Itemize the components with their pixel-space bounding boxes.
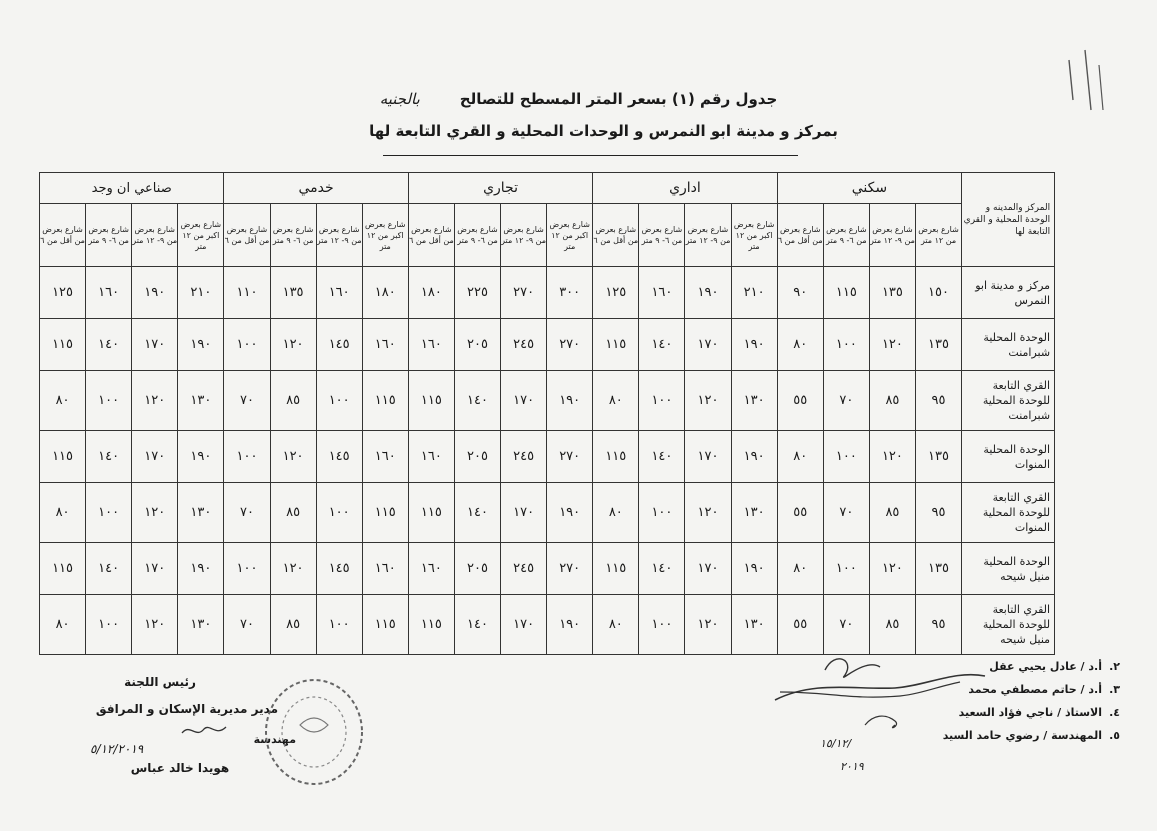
price-cell: ١٢٥ xyxy=(40,267,86,319)
group-header: تجاري xyxy=(408,173,592,204)
price-cell: ٨٠ xyxy=(777,319,823,371)
members-sig-date-b: ٢٠١٩ xyxy=(840,760,864,773)
price-cell: ١٠٠ xyxy=(224,543,270,595)
price-cell: ١٥٠ xyxy=(915,267,961,319)
price-cell: ١٢٠ xyxy=(270,319,316,371)
member-name: أ.د / حاتم مصطفي محمد xyxy=(968,683,1102,696)
price-cell: ١١٥ xyxy=(362,483,408,543)
sub-header: شارع بعرض من ٩- ١٢ متر xyxy=(316,204,362,267)
price-cell: ١٧٠ xyxy=(132,543,178,595)
place-cell: الوحدة المحلية المنوات xyxy=(962,431,1055,483)
price-cell: ٨٠ xyxy=(593,371,639,431)
price-cell: ١٨٠ xyxy=(362,267,408,319)
price-cell: ٨٥ xyxy=(869,595,915,655)
price-cell: ١٢٠ xyxy=(270,431,316,483)
price-cell: ١٠٠ xyxy=(639,371,685,431)
document-title xyxy=(0,90,1157,108)
price-cell: ٣٠٠ xyxy=(547,267,593,319)
price-cell: ١٦٠ xyxy=(86,267,132,319)
price-cell: ١١٥ xyxy=(40,543,86,595)
place-cell: الوحدة المحلية شبرامنت xyxy=(962,319,1055,371)
price-cell: ١٦٠ xyxy=(408,319,454,371)
price-cell: ٨٥ xyxy=(869,483,915,543)
price-cell: ١٢٠ xyxy=(685,371,731,431)
price-cell: ١٣٠ xyxy=(178,371,224,431)
title-underline xyxy=(383,155,798,156)
engineer-name: هويدا خالد عباس xyxy=(130,761,230,775)
price-cell: ١٢٠ xyxy=(270,543,316,595)
price-cell: ١٩٠ xyxy=(547,595,593,655)
price-cell: ١٧٠ xyxy=(685,543,731,595)
sub-header: شارع بعرض اكبر من ١٢ متر xyxy=(731,204,777,267)
place-cell: القري التابعة للوحدة المحلية المنوات xyxy=(962,483,1055,543)
price-cell: ١٦٠ xyxy=(362,431,408,483)
table-row xyxy=(40,319,1055,371)
price-cell: ٧٠ xyxy=(224,595,270,655)
price-cell: ٨٠ xyxy=(593,483,639,543)
member-number: ٣. xyxy=(1109,683,1120,696)
price-cell: ٢١٠ xyxy=(731,267,777,319)
price-cell: ١٢٠ xyxy=(132,595,178,655)
price-cell: ١٩٠ xyxy=(547,371,593,431)
price-cell: ١٤٠ xyxy=(86,431,132,483)
table-row xyxy=(40,543,1055,595)
price-cell: ١٧٠ xyxy=(132,319,178,371)
price-cell: ١٤٠ xyxy=(86,319,132,371)
price-cell: ١٦٠ xyxy=(639,267,685,319)
member-number: ٢. xyxy=(1109,660,1120,673)
price-cell: ١١٥ xyxy=(593,543,639,595)
price-cell: ١٠٠ xyxy=(823,319,869,371)
price-cell: ٨٠ xyxy=(777,431,823,483)
price-cell: ٨٠ xyxy=(40,371,86,431)
group-header: خدمي xyxy=(224,173,408,204)
price-cell: ١٣٥ xyxy=(869,267,915,319)
sub-header-row xyxy=(40,204,1055,267)
price-cell: ١٢٠ xyxy=(869,543,915,595)
price-cell: ١٤٠ xyxy=(454,483,500,543)
price-cell: ١٩٠ xyxy=(132,267,178,319)
price-cell: ١٦٠ xyxy=(362,543,408,595)
price-cell: ٨٠ xyxy=(40,595,86,655)
price-cell: ١٩٠ xyxy=(178,431,224,483)
price-cell: ١٧٠ xyxy=(501,483,547,543)
price-cell: ١١٥ xyxy=(593,431,639,483)
price-cell: ١٠٠ xyxy=(86,371,132,431)
sub-header: شارع بعرض من أقل من ٦ xyxy=(777,204,823,267)
price-cell: ١٠٠ xyxy=(639,483,685,543)
price-cell: ١٨٠ xyxy=(408,267,454,319)
price-cell: ٨٥ xyxy=(270,483,316,543)
price-cell: ١٩٠ xyxy=(178,543,224,595)
price-cell: ١٢٠ xyxy=(132,483,178,543)
sub-header: شارع بعرض من ٦- ٩ متر xyxy=(270,204,316,267)
table-row xyxy=(40,431,1055,483)
sub-header: شارع بعرض اكبر من ١٢ متر xyxy=(547,204,593,267)
price-cell: ٢٠٥ xyxy=(454,431,500,483)
price-cell: ١٩٠ xyxy=(731,543,777,595)
price-cell: ٢٧٠ xyxy=(547,319,593,371)
price-cell: ١٣٥ xyxy=(270,267,316,319)
sub-header: شارع بعرض من ٩- ١٢ متر xyxy=(869,204,915,267)
sub-header: شارع بعرض اكبر من ١٢ متر xyxy=(178,204,224,267)
member-name: أ.د / عادل يحيي عقل xyxy=(989,660,1102,673)
price-cell: ١٣٠ xyxy=(731,483,777,543)
price-cell: ١٠٠ xyxy=(86,595,132,655)
group-header: سكني xyxy=(777,173,961,204)
price-cell: ١٣٠ xyxy=(178,483,224,543)
price-cell: ٢٧٠ xyxy=(547,431,593,483)
price-cell: ٢٤٥ xyxy=(501,319,547,371)
price-cell: ١١٥ xyxy=(408,371,454,431)
price-cell: ٧٠ xyxy=(823,371,869,431)
price-cell: ١٩٠ xyxy=(178,319,224,371)
price-cell: ٢٤٥ xyxy=(501,431,547,483)
price-cell: ٩٥ xyxy=(915,595,961,655)
group-header-row xyxy=(40,173,1055,204)
price-cell: ١٣٠ xyxy=(731,595,777,655)
document-subtitle xyxy=(0,122,1157,140)
member-name: الاستاذ / ناجي فؤاد السعيد xyxy=(958,706,1102,719)
price-cell: ٨٠ xyxy=(777,543,823,595)
price-cell: ١٠٠ xyxy=(316,595,362,655)
engineer-title: مهندسة xyxy=(253,733,296,746)
price-cell: ١٧٠ xyxy=(685,319,731,371)
table-row xyxy=(40,371,1055,431)
chair-title: رئيس اللجنة xyxy=(124,675,196,689)
price-cell: ١٤٠ xyxy=(454,595,500,655)
member-name: المهندسة / رضوي حامد السيد xyxy=(942,729,1102,742)
price-cell: ٨٠ xyxy=(593,595,639,655)
price-cell: ١١٥ xyxy=(823,267,869,319)
price-cell: ١٠٠ xyxy=(639,595,685,655)
title-handwritten: بالجنيه xyxy=(379,90,420,108)
place-cell: الوحدة المحلية منيل شيحه xyxy=(962,543,1055,595)
price-cell: ١٠٠ xyxy=(224,431,270,483)
price-cell: ١٤٥ xyxy=(316,431,362,483)
price-cell: ١٣٥ xyxy=(915,431,961,483)
sub-header: شارع بعرض من ٦- ٩ متر xyxy=(639,204,685,267)
price-cell: ١٤٠ xyxy=(639,319,685,371)
price-cell: ١٧٠ xyxy=(501,371,547,431)
price-cell: ٢٤٥ xyxy=(501,543,547,595)
price-cell: ١٠٠ xyxy=(86,483,132,543)
members-sig-date-a: ١٥/١٢/ xyxy=(820,737,852,750)
price-cell: ١١٥ xyxy=(40,431,86,483)
price-cell: ٢٧٠ xyxy=(547,543,593,595)
price-cell: ١١٥ xyxy=(40,319,86,371)
corner-marks xyxy=(1055,40,1115,130)
price-cell: ٢٠٥ xyxy=(454,319,500,371)
sub-header: شارع بعرض من ٩- ١٢ متر xyxy=(132,204,178,267)
price-cell: ١٦٠ xyxy=(316,267,362,319)
price-cell: ٩٥ xyxy=(915,483,961,543)
table-row xyxy=(40,267,1055,319)
sub-header: شارع بعرض من ٦- ٩ متر xyxy=(86,204,132,267)
price-cell: ١٠٠ xyxy=(823,543,869,595)
price-cell: ١٧٠ xyxy=(685,431,731,483)
price-cell: ١٤٥ xyxy=(316,543,362,595)
price-cell: ١٣٠ xyxy=(731,371,777,431)
price-cell: ١١٥ xyxy=(593,319,639,371)
sub-header: شارع بعرض من ٦- ٩ متر xyxy=(823,204,869,267)
price-cell: ١٤٠ xyxy=(454,371,500,431)
sub-header: شارع بعرض من أقل من ٦ xyxy=(593,204,639,267)
price-cell: ٥٥ xyxy=(777,595,823,655)
price-cell: ٢٧٠ xyxy=(501,267,547,319)
price-cell: ٢٢٥ xyxy=(454,267,500,319)
price-cell: ١٩٠ xyxy=(731,319,777,371)
sub-header: شارع بعرض من أقل من ٦ xyxy=(224,204,270,267)
member-number: ٥. xyxy=(1109,729,1120,742)
signature-date: ٥/١٢/٢٠١٩ xyxy=(90,742,144,756)
price-cell: ٢٠٥ xyxy=(454,543,500,595)
price-cell: ٧٠ xyxy=(823,595,869,655)
price-cell: ٨٥ xyxy=(869,371,915,431)
price-cell: ٨٥ xyxy=(270,371,316,431)
price-cell: ٨٠ xyxy=(40,483,86,543)
price-cell: ١٢٠ xyxy=(685,483,731,543)
price-cell: ١٣٠ xyxy=(178,595,224,655)
price-cell: ١٢٠ xyxy=(685,595,731,655)
price-cell: ١٧٠ xyxy=(501,595,547,655)
price-cell: ٩٠ xyxy=(777,267,823,319)
sub-header: شارع بعرض اكبر من ١٢ متر xyxy=(362,204,408,267)
sub-header: شارع بعرض من أقل من ٦ xyxy=(40,204,86,267)
price-cell: ١٠٠ xyxy=(224,319,270,371)
price-table xyxy=(39,172,1055,655)
price-cell: ١٠٠ xyxy=(316,371,362,431)
sub-header: شارع بعرض من ١٢ متر xyxy=(915,204,961,267)
price-cell: ١٤٠ xyxy=(639,543,685,595)
official-stamp xyxy=(262,675,367,790)
members-signatures xyxy=(770,640,1000,730)
price-cell: ١٣٥ xyxy=(915,543,961,595)
price-cell: ١٦٠ xyxy=(362,319,408,371)
price-cell: ٨٥ xyxy=(270,595,316,655)
price-cell: ١١٥ xyxy=(408,483,454,543)
price-cell: ١٢٠ xyxy=(132,371,178,431)
price-cell: ٩٥ xyxy=(915,371,961,431)
subtitle-text: بمركز و مدينة ابو النمرس و الوحدات المحلية و القري التابعة لها xyxy=(369,122,838,140)
price-cell: ١٩٠ xyxy=(685,267,731,319)
price-cell: ١٠٠ xyxy=(823,431,869,483)
place-cell: القري التابعة للوحدة المحلية شبرامنت xyxy=(962,371,1055,431)
price-cell: ١٤٠ xyxy=(86,543,132,595)
price-cell: ١٧٠ xyxy=(132,431,178,483)
group-header: اداري xyxy=(593,173,777,204)
chair-signature xyxy=(180,718,230,743)
price-cell: ١٩٠ xyxy=(731,431,777,483)
member-number: ٤. xyxy=(1109,706,1120,719)
place-cell: مركز و مدينة ابو النمرس xyxy=(962,267,1055,319)
price-cell: ١١٥ xyxy=(408,595,454,655)
table-row xyxy=(40,483,1055,543)
sub-header: شارع بعرض من ٩- ١٢ متر xyxy=(685,204,731,267)
price-cell: ١٦٠ xyxy=(408,543,454,595)
price-cell: ١٢٥ xyxy=(593,267,639,319)
corner-header: المركز والمدينه و الوحدة المحلية و القري التابعة لها xyxy=(962,173,1055,267)
price-cell: ١٢٠ xyxy=(869,431,915,483)
director-title: مدير مديرية الإسكان و المرافق xyxy=(95,702,278,716)
price-cell: ١٤٠ xyxy=(639,431,685,483)
price-cell: ١١٠ xyxy=(224,267,270,319)
price-cell: ١٩٠ xyxy=(547,483,593,543)
price-cell: ١٤٥ xyxy=(316,319,362,371)
group-header: صناعي ان وجد xyxy=(40,173,224,204)
title-text: جدول رقم (١) بسعر المتر المسطح للتصالح xyxy=(459,90,778,108)
price-cell: ٧٠ xyxy=(823,483,869,543)
sub-header: شارع بعرض من ٩- ١٢ متر xyxy=(501,204,547,267)
price-cell: ١١٥ xyxy=(362,595,408,655)
price-cell: ١١٥ xyxy=(362,371,408,431)
price-cell: ١٢٠ xyxy=(869,319,915,371)
price-cell: ٥٥ xyxy=(777,483,823,543)
price-cell: ١٠٠ xyxy=(316,483,362,543)
price-cell: ٧٠ xyxy=(224,483,270,543)
price-cell: ١٣٥ xyxy=(915,319,961,371)
price-cell: ٢١٠ xyxy=(178,267,224,319)
price-cell: ٥٥ xyxy=(777,371,823,431)
place-cell: القري التابعة للوحدة المحلية منيل شيحه xyxy=(962,595,1055,655)
sub-header: شارع بعرض من ٦- ٩ متر xyxy=(454,204,500,267)
sub-header: شارع بعرض من أقل من ٦ xyxy=(408,204,454,267)
price-cell: ٧٠ xyxy=(224,371,270,431)
price-cell: ١٦٠ xyxy=(408,431,454,483)
